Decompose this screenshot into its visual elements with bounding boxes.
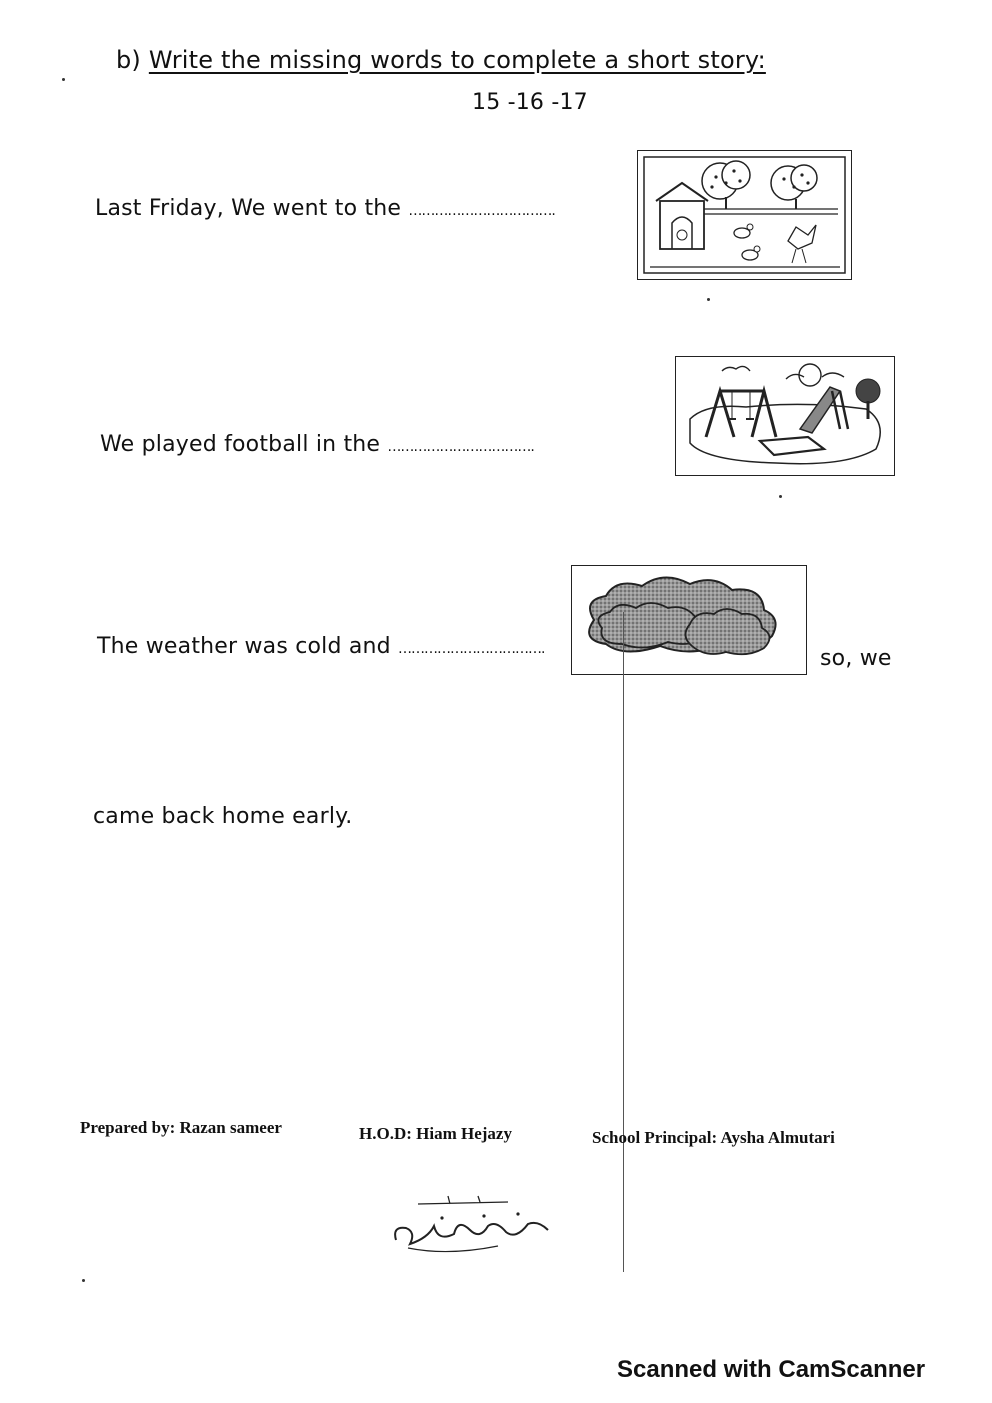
- park-picture: [675, 356, 895, 476]
- answer-blank-1[interactable]: …………………………….: [408, 203, 555, 219]
- signature: [388, 1190, 558, 1260]
- answer-blank-3[interactable]: …………………………….: [398, 641, 545, 657]
- story-line-3-after: so, we: [820, 646, 892, 671]
- scan-fold-line: [623, 612, 624, 1272]
- school-principal: School Principal: Aysha Almutari: [592, 1128, 835, 1147]
- park-illustration: [676, 357, 894, 475]
- story-line-4: came back home early.: [93, 804, 353, 829]
- story-line-2: [100, 432, 534, 457]
- page-numbers: 15 -16 -17: [472, 90, 588, 115]
- answer-blank-2[interactable]: …………………………….: [387, 439, 534, 455]
- farm-illustration: [638, 151, 851, 279]
- farm-picture: [637, 150, 852, 280]
- prepared-by: Prepared by: Razan sameer: [80, 1118, 282, 1137]
- story-line-1-text: Last Friday, We went to the: [95, 196, 402, 221]
- hod-name: H.O.D: Hiam Hejazy: [359, 1124, 512, 1143]
- instruction-text: Write the missing words to complete a short story:: [148, 46, 766, 74]
- cloud-illustration: [572, 566, 806, 674]
- instruction-prefix: b): [116, 46, 141, 74]
- story-line-1: [95, 196, 555, 221]
- story-line-3-text: The weather was cold and: [97, 634, 391, 659]
- story-line-3: [97, 634, 544, 659]
- cloud-picture: [571, 565, 807, 675]
- story-line-2-text: We played football in the: [100, 432, 381, 457]
- scanner-watermark: Scanned with CamScanner: [617, 1356, 926, 1383]
- instruction-heading: [116, 46, 766, 74]
